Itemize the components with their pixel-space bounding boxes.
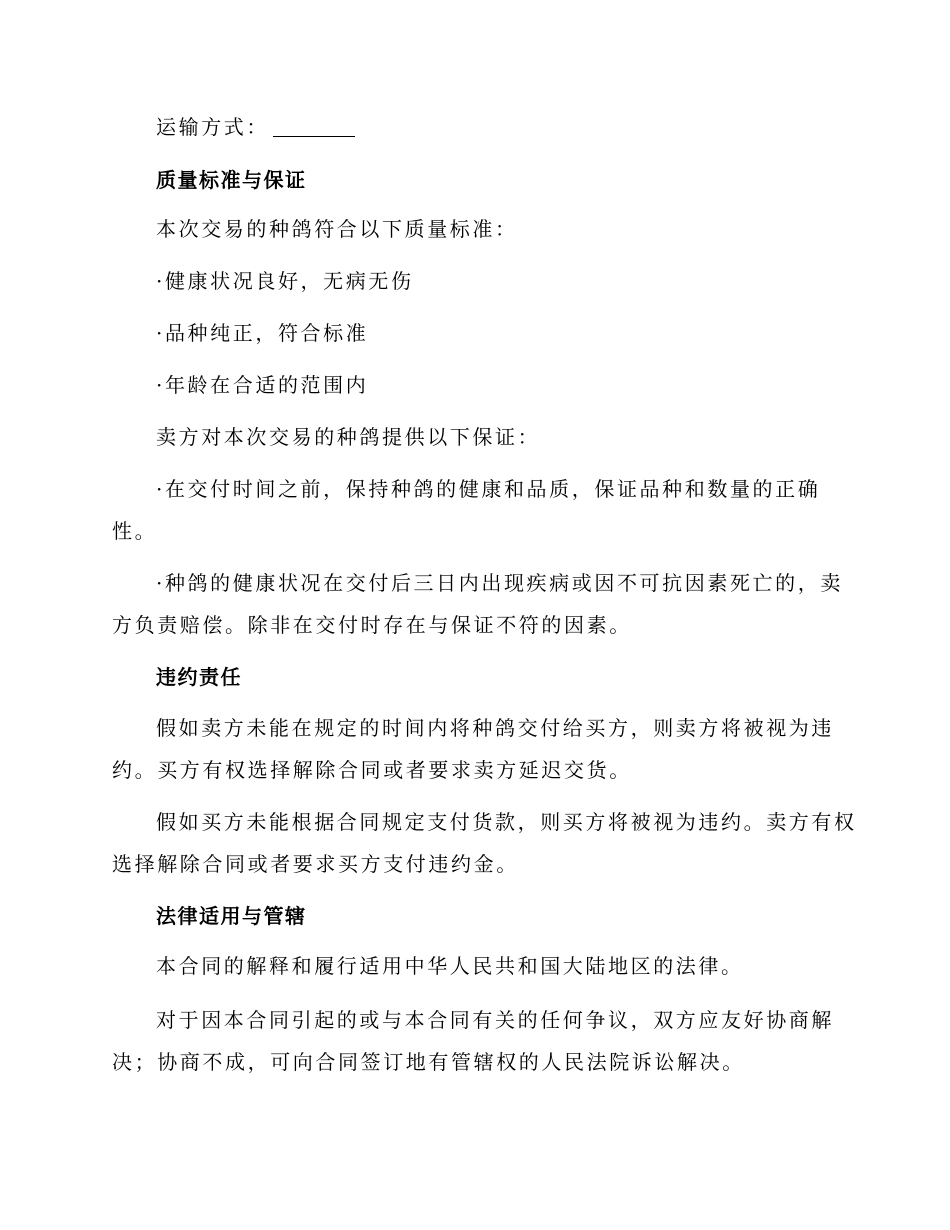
- quality-standard-item: ·年龄在合适的范围内: [156, 373, 369, 397]
- shipping-method-line: [156, 101, 876, 153]
- guarantee-item-line: ·种鸽的健康状况在交付后三日内出现疾病或因不可抗因素死亡的，卖: [156, 571, 843, 595]
- breach-paragraph-line: 选择解除合同或者要求买方支付违约金。: [112, 852, 519, 876]
- law-paragraph-1: 本合同的解释和履行适用中华人民共和国大陆地区的法律。: [156, 954, 744, 978]
- shipping-method-blank: [273, 116, 355, 137]
- breach-paragraph-line: 假如买方未能根据合同规定支付货款，则买方将被视为违约。卖方有权: [156, 810, 857, 834]
- guarantee-item-line: 方负责赔偿。除非在交付时存在与保证不符的因素。: [112, 613, 632, 637]
- guarantee-intro: 卖方对本次交易的种鸽提供以下保证：: [156, 425, 541, 449]
- breach-paragraph-line: 约。买方有权选择解除合同或者要求卖方延迟交货。: [112, 758, 632, 782]
- shipping-method-label: 运输方式：: [156, 115, 269, 139]
- quality-intro: 本次交易的种鸽符合以下质量标准：: [156, 217, 518, 241]
- law-paragraph-line: 决；协商不成，可向合同签订地有管辖权的人民法院诉讼解决。: [112, 1050, 745, 1074]
- quality-heading: 质量标准与保证: [156, 168, 307, 192]
- breach-paragraph-line: 假如卖方未能在规定的时间内将种鸽交付给买方，则卖方将被视为违: [156, 716, 834, 740]
- quality-standard-item: ·健康状况良好，无病无伤: [156, 269, 414, 293]
- guarantee-item-line: 性。: [112, 519, 158, 543]
- law-heading: 法律适用与管辖: [156, 904, 307, 928]
- quality-standard-item: ·品种纯正，符合标准: [156, 321, 369, 345]
- law-paragraph-line: 对于因本合同引起的或与本合同有关的任何争议，双方应友好协商解: [156, 1008, 834, 1032]
- breach-heading: 违约责任: [156, 665, 242, 689]
- guarantee-item-line: ·在交付时间之前，保持种鸽的健康和品质，保证品种和数量的正确: [156, 477, 821, 501]
